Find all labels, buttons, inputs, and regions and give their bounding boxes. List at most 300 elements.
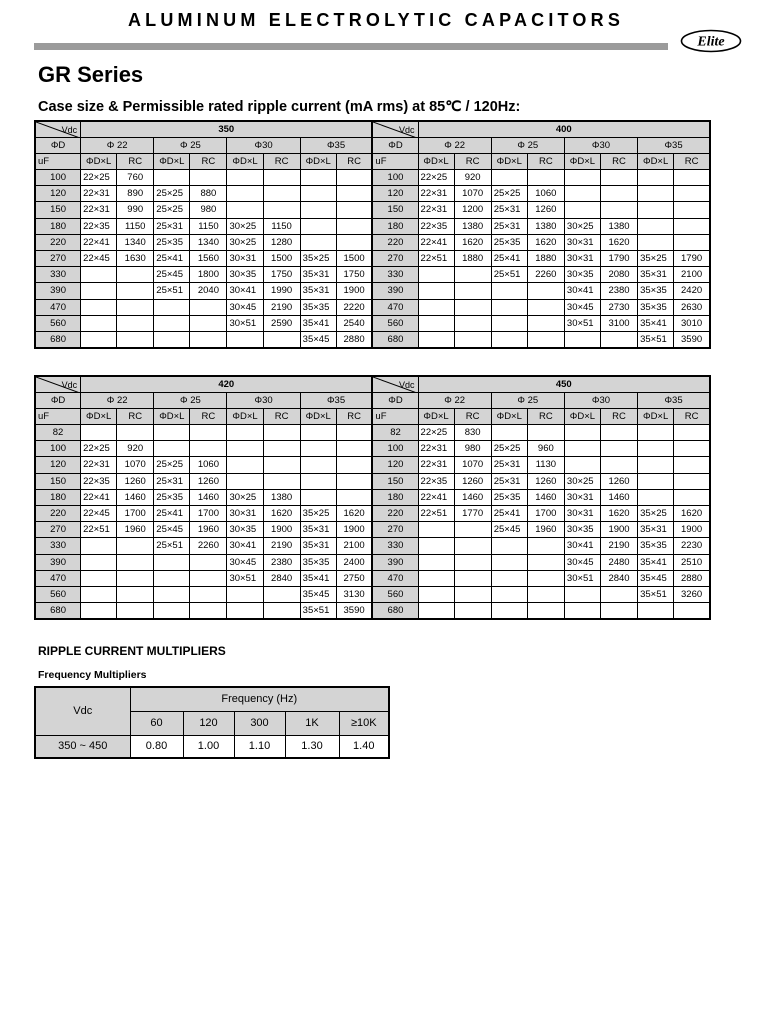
ripple-current-cell — [336, 457, 372, 473]
case-size-cell — [300, 202, 336, 218]
case-size-cell: 25×51 — [154, 538, 190, 554]
ripple-current-cell — [190, 425, 227, 441]
dxl-header: ΦD×L — [418, 409, 454, 425]
diameter-header: Φ 25 — [491, 393, 564, 409]
dxl-header: ΦD×L — [638, 154, 674, 170]
ripple-current-cell: 1620 — [600, 234, 637, 250]
ripple-current-cell: 1380 — [600, 218, 637, 234]
ripple-current-cell: 1620 — [336, 505, 372, 521]
ripple-current-cell: 2400 — [336, 554, 372, 570]
ripple-current-cell: 2260 — [527, 267, 564, 283]
ripple-current-cell — [190, 331, 227, 348]
case-size-cell — [81, 425, 117, 441]
case-size-cell: 22×35 — [418, 218, 454, 234]
ripple-current-cell — [117, 554, 154, 570]
case-size-cell — [154, 425, 190, 441]
case-size-cell: 25×45 — [154, 267, 190, 283]
ripple-current-cell — [190, 554, 227, 570]
ripple-current-cell: 2730 — [600, 299, 637, 315]
capacitance-cell: 680 — [35, 603, 81, 620]
case-size-cell — [154, 331, 190, 348]
uf-header: uF — [35, 154, 81, 170]
case-size-cell: 22×31 — [418, 441, 454, 457]
dxl-header: ΦD×L — [300, 409, 336, 425]
multiplier-cell: 1.30 — [285, 735, 339, 758]
case-size-cell: 22×45 — [81, 250, 117, 266]
ripple-current-cell — [117, 299, 154, 315]
ripple-current-cell — [336, 170, 372, 186]
table-row — [35, 505, 710, 521]
ripple-current-cell — [674, 441, 710, 457]
ripple-current-cell: 2510 — [674, 554, 710, 570]
ripple-current-cell: 3260 — [674, 586, 710, 602]
case-size-cell — [638, 218, 674, 234]
dxl-header: ΦD×L — [564, 154, 600, 170]
case-size-cell — [154, 603, 190, 620]
ripple-current-cell: 1260 — [117, 473, 154, 489]
case-size-cell: 30×51 — [564, 570, 600, 586]
diameter-header: Φ 22 — [81, 393, 154, 409]
case-size-cell — [81, 283, 117, 299]
case-size-cell — [300, 234, 336, 250]
ripple-current-cell — [674, 425, 710, 441]
series-title: GR Series — [38, 62, 144, 87]
case-size-cell: 22×41 — [81, 489, 117, 505]
ripple-current-cell — [117, 538, 154, 554]
case-size-cell — [300, 218, 336, 234]
capacitance-cell: 150 — [35, 202, 81, 218]
ripple-current-cell: 1260 — [527, 473, 564, 489]
ripple-current-cell — [263, 441, 300, 457]
capacitance-cell: 82 — [35, 425, 81, 441]
ripple-current-cell: 2840 — [600, 570, 637, 586]
table-row — [35, 315, 710, 331]
case-size-cell: 30×31 — [227, 505, 263, 521]
dxl-header: ΦD×L — [491, 154, 527, 170]
case-size-cell: 30×31 — [227, 250, 263, 266]
case-size-cell: 30×25 — [227, 234, 263, 250]
case-size-cell: 22×35 — [81, 473, 117, 489]
diameter-header: Φ 22 — [418, 138, 491, 154]
case-size-cell — [81, 538, 117, 554]
case-size-cell: 25×41 — [154, 505, 190, 521]
ripple-current-cell: 1380 — [263, 489, 300, 505]
ripple-current-cell — [600, 186, 637, 202]
case-size-cell — [300, 457, 336, 473]
case-size-cell: 22×41 — [418, 489, 454, 505]
case-size-cell — [418, 299, 454, 315]
table-row — [35, 234, 710, 250]
case-size-cell: 25×35 — [154, 489, 190, 505]
case-size-cell — [418, 315, 454, 331]
ripple-current-cell: 1620 — [600, 505, 637, 521]
ripple-current-cell — [190, 441, 227, 457]
case-size-cell — [154, 315, 190, 331]
case-size-cell — [227, 441, 263, 457]
ripple-current-cell — [454, 538, 491, 554]
case-size-cell — [227, 202, 263, 218]
table-row — [35, 250, 710, 266]
ripple-current-cell — [263, 202, 300, 218]
ripple-current-cell: 2190 — [600, 538, 637, 554]
case-size-cell — [638, 457, 674, 473]
diameter-header: Φ 22 — [418, 393, 491, 409]
case-size-cell — [418, 267, 454, 283]
case-size-cell — [418, 283, 454, 299]
ripple-current-cell — [454, 554, 491, 570]
capacitance-cell: 680 — [35, 331, 81, 348]
freq-hz-header: Frequency (Hz) — [130, 687, 389, 711]
ripple-current-table — [34, 375, 711, 620]
capacitance-cell: 120 — [35, 457, 81, 473]
table-row — [35, 425, 710, 441]
case-size-cell: 30×31 — [564, 489, 600, 505]
ripple-current-cell — [190, 603, 227, 620]
case-size-cell — [564, 170, 600, 186]
table-row — [35, 473, 710, 489]
ripple-current-cell: 2380 — [600, 283, 637, 299]
case-size-cell — [300, 489, 336, 505]
ripple-current-cell — [336, 489, 372, 505]
capacitance-cell: 220 — [372, 505, 418, 521]
case-size-cell: 35×45 — [638, 570, 674, 586]
ripple-current-cell — [454, 586, 491, 602]
case-size-cell: 25×31 — [491, 473, 527, 489]
case-size-cell — [418, 586, 454, 602]
ripple-table-350-400 — [34, 120, 711, 349]
ripple-current-cell — [263, 586, 300, 602]
ripple-current-cell: 1460 — [190, 489, 227, 505]
uf-header: uF — [372, 154, 418, 170]
ripple-current-cell — [600, 202, 637, 218]
case-size-cell — [491, 170, 527, 186]
rc-header: RC — [336, 409, 372, 425]
case-size-cell: 22×31 — [418, 457, 454, 473]
ripple-current-cell: 1770 — [454, 505, 491, 521]
case-size-cell — [638, 473, 674, 489]
ripple-current-cell: 980 — [190, 202, 227, 218]
case-size-cell — [227, 586, 263, 602]
capacitance-cell: 180 — [35, 489, 81, 505]
case-size-cell — [300, 425, 336, 441]
capacitance-cell: 470 — [372, 570, 418, 586]
capacitance-cell: 560 — [35, 315, 81, 331]
case-size-cell: 35×41 — [300, 570, 336, 586]
dxl-header: ΦD×L — [564, 409, 600, 425]
table-row — [35, 538, 710, 554]
ripple-current-cell: 1150 — [263, 218, 300, 234]
ripple-current-cell — [527, 331, 564, 348]
ripple-current-cell: 1380 — [454, 218, 491, 234]
ripple-current-cell — [674, 234, 710, 250]
ripple-current-cell: 1060 — [527, 186, 564, 202]
table-row — [35, 283, 710, 299]
ripple-current-cell: 1060 — [190, 457, 227, 473]
capacitance-cell: 100 — [372, 170, 418, 186]
case-size-cell: 22×41 — [418, 234, 454, 250]
case-size-cell — [300, 473, 336, 489]
case-size-cell: 25×25 — [491, 441, 527, 457]
vdc-diagonal-header — [35, 376, 81, 393]
table-row — [35, 202, 710, 218]
case-size-cell — [81, 315, 117, 331]
ripple-current-cell: 1900 — [336, 283, 372, 299]
case-size-cell: 25×31 — [491, 457, 527, 473]
capacitance-cell: 390 — [35, 554, 81, 570]
dxl-header: ΦD×L — [638, 409, 674, 425]
ripple-current-cell — [527, 586, 564, 602]
case-size-cell: 35×35 — [638, 283, 674, 299]
case-size-cell: 25×25 — [491, 186, 527, 202]
case-size-cell: 22×25 — [418, 170, 454, 186]
case-size-cell: 35×51 — [300, 603, 336, 620]
capacitance-cell: 120 — [372, 186, 418, 202]
case-size-cell — [81, 299, 117, 315]
vdc-diagonal-header — [35, 121, 81, 138]
ripple-current-cell: 1460 — [454, 489, 491, 505]
diameter-header: Φ30 — [227, 393, 300, 409]
ripple-current-cell — [600, 441, 637, 457]
ripple-table-420-450 — [34, 375, 711, 620]
table-row — [35, 603, 710, 620]
case-size-cell: 22×31 — [81, 202, 117, 218]
voltage-header: 400 — [418, 121, 710, 138]
ripple-current-cell: 1620 — [454, 234, 491, 250]
ripple-current-cell: 1960 — [117, 522, 154, 538]
ripple-current-cell: 2480 — [600, 554, 637, 570]
diameter-header: Φ 25 — [491, 138, 564, 154]
freq-header: 1K — [285, 711, 339, 735]
capacitance-cell: 330 — [35, 538, 81, 554]
case-size-cell: 35×25 — [638, 505, 674, 521]
case-size-cell: 22×31 — [418, 202, 454, 218]
case-size-cell: 22×51 — [81, 522, 117, 538]
ripple-current-cell — [527, 315, 564, 331]
rc-header: RC — [336, 154, 372, 170]
document-header-title: ALUMINUM ELECTROLYTIC CAPACITORS — [127, 10, 625, 30]
capacitance-cell: 560 — [372, 586, 418, 602]
case-size-cell — [638, 186, 674, 202]
case-size-cell — [491, 570, 527, 586]
ripple-current-cell — [336, 441, 372, 457]
case-size-cell — [227, 170, 263, 186]
ripple-current-cell — [454, 331, 491, 348]
voltage-header: 450 — [418, 376, 710, 393]
ripple-current-cell — [263, 331, 300, 348]
ripple-current-cell: 3010 — [674, 315, 710, 331]
ripple-current-cell: 2540 — [336, 315, 372, 331]
ripple-current-cell — [263, 186, 300, 202]
ripple-current-cell: 1750 — [263, 267, 300, 283]
case-size-cell: 35×41 — [300, 315, 336, 331]
frequency-multipliers-heading: Frequency Multipliers — [38, 669, 147, 681]
ripple-current-cell: 3100 — [600, 315, 637, 331]
case-size-cell: 22×31 — [418, 186, 454, 202]
case-size-cell: 35×31 — [638, 267, 674, 283]
diameter-header: Φ 25 — [154, 393, 227, 409]
ripple-current-cell: 1380 — [527, 218, 564, 234]
case-size-cell — [491, 315, 527, 331]
diameter-header: Φ30 — [564, 138, 637, 154]
capacitance-cell: 390 — [35, 283, 81, 299]
diameter-header: Φ 25 — [154, 138, 227, 154]
table-row — [35, 267, 710, 283]
ripple-current-cell: 1460 — [117, 489, 154, 505]
case-size-cell — [300, 186, 336, 202]
ripple-current-cell — [674, 489, 710, 505]
case-size-cell: 30×45 — [564, 554, 600, 570]
case-size-cell: 35×51 — [638, 331, 674, 348]
case-size-cell — [418, 538, 454, 554]
case-size-cell: 25×41 — [491, 505, 527, 521]
case-size-cell: 25×51 — [154, 283, 190, 299]
rc-header: RC — [190, 154, 227, 170]
capacitance-cell: 330 — [372, 538, 418, 554]
ripple-current-cell: 2380 — [263, 554, 300, 570]
case-size-cell — [564, 202, 600, 218]
vdc-label: Vdc — [61, 380, 78, 390]
ripple-current-cell: 1900 — [600, 522, 637, 538]
capacitance-cell: 82 — [372, 425, 418, 441]
case-size-cell: 25×51 — [491, 267, 527, 283]
capacitance-cell: 560 — [35, 586, 81, 602]
dxl-header: ΦD×L — [491, 409, 527, 425]
case-size-cell: 22×35 — [418, 473, 454, 489]
ripple-multipliers-heading: RIPPLE CURRENT MULTIPLIERS — [38, 644, 226, 658]
case-size-cell: 30×35 — [227, 522, 263, 538]
table-row — [35, 218, 710, 234]
ripple-current-cell — [336, 186, 372, 202]
capacitance-cell: 120 — [372, 457, 418, 473]
table-row — [35, 441, 710, 457]
case-size-cell: 25×31 — [491, 202, 527, 218]
rc-header: RC — [117, 409, 154, 425]
dxl-header: ΦD×L — [300, 154, 336, 170]
capacitance-cell: 390 — [372, 283, 418, 299]
freq-header: ≥10K — [339, 711, 389, 735]
rc-header: RC — [454, 154, 491, 170]
ripple-current-cell: 1340 — [190, 234, 227, 250]
case-size-cell — [81, 267, 117, 283]
phid-header: ΦD — [372, 393, 418, 409]
case-size-cell — [491, 283, 527, 299]
ripple-current-cell — [336, 425, 372, 441]
table-row — [35, 186, 710, 202]
dxl-header: ΦD×L — [418, 154, 454, 170]
case-size-cell: 22×51 — [418, 505, 454, 521]
ripple-current-cell — [117, 425, 154, 441]
ripple-current-cell — [527, 283, 564, 299]
ripple-current-cell: 1260 — [454, 473, 491, 489]
ripple-current-cell — [454, 522, 491, 538]
vdc-diagonal-header — [372, 121, 418, 138]
dxl-header: ΦD×L — [81, 154, 117, 170]
capacitance-cell: 100 — [372, 441, 418, 457]
capacitance-cell: 150 — [35, 473, 81, 489]
capacitance-cell: 120 — [35, 186, 81, 202]
ripple-current-cell — [454, 315, 491, 331]
ripple-current-cell — [336, 218, 372, 234]
ripple-current-cell — [263, 457, 300, 473]
ripple-current-cell: 1460 — [600, 489, 637, 505]
ripple-current-cell — [117, 283, 154, 299]
case-size-cell — [227, 186, 263, 202]
ripple-current-cell: 1900 — [336, 522, 372, 538]
case-size-cell — [154, 554, 190, 570]
case-size-cell — [227, 603, 263, 620]
case-size-cell — [564, 331, 600, 348]
capacitance-cell: 100 — [35, 170, 81, 186]
rc-header: RC — [674, 409, 710, 425]
case-size-cell: 25×31 — [154, 218, 190, 234]
ripple-current-cell: 1260 — [527, 202, 564, 218]
multiplier-cell: 1.00 — [183, 735, 234, 758]
ripple-current-cell: 2080 — [600, 267, 637, 283]
capacitance-cell: 680 — [372, 603, 418, 620]
ripple-current-cell: 1260 — [600, 473, 637, 489]
ripple-current-cell — [674, 457, 710, 473]
ripple-current-table — [34, 120, 711, 349]
case-size-cell — [227, 457, 263, 473]
ripple-current-cell — [263, 473, 300, 489]
table-row — [35, 489, 710, 505]
case-size-cell: 25×41 — [491, 250, 527, 266]
multiplier-cell: 1.10 — [234, 735, 285, 758]
dxl-header: ΦD×L — [81, 409, 117, 425]
ripple-current-cell: 830 — [454, 425, 491, 441]
rc-header: RC — [674, 154, 710, 170]
capacitance-cell: 470 — [35, 570, 81, 586]
case-size-cell: 25×31 — [154, 473, 190, 489]
case-size-cell — [564, 186, 600, 202]
ripple-current-cell: 1150 — [117, 218, 154, 234]
case-size-cell — [491, 299, 527, 315]
ripple-current-cell — [454, 267, 491, 283]
freq-row-label: 350 ~ 450 — [35, 735, 130, 758]
ripple-current-cell: 2880 — [336, 331, 372, 348]
case-size-cell: 22×25 — [81, 170, 117, 186]
ripple-current-cell: 1070 — [454, 457, 491, 473]
freq-vdc-header: Vdc — [35, 687, 130, 735]
case-size-cell: 35×35 — [300, 299, 336, 315]
case-size-cell — [227, 473, 263, 489]
case-size-cell — [564, 425, 600, 441]
capacitance-cell: 330 — [35, 267, 81, 283]
case-size-cell — [418, 331, 454, 348]
ripple-current-cell — [454, 299, 491, 315]
ripple-current-cell — [600, 425, 637, 441]
case-size-cell — [81, 554, 117, 570]
ripple-current-cell: 1880 — [527, 250, 564, 266]
case-size-cell — [638, 202, 674, 218]
diameter-header: Φ30 — [227, 138, 300, 154]
ripple-current-cell: 1630 — [117, 250, 154, 266]
ripple-current-cell — [674, 202, 710, 218]
case-size-cell: 30×31 — [564, 250, 600, 266]
ripple-current-cell — [190, 586, 227, 602]
ripple-current-cell: 1150 — [190, 218, 227, 234]
diameter-header: Φ35 — [638, 393, 710, 409]
capacitance-cell: 180 — [372, 489, 418, 505]
case-size-cell — [154, 441, 190, 457]
ripple-current-cell — [190, 170, 227, 186]
ripple-current-cell — [527, 554, 564, 570]
diameter-header: Φ35 — [300, 393, 372, 409]
ripple-current-cell — [190, 315, 227, 331]
ripple-current-cell — [117, 315, 154, 331]
capacitance-cell: 100 — [35, 441, 81, 457]
case-size-cell — [154, 570, 190, 586]
